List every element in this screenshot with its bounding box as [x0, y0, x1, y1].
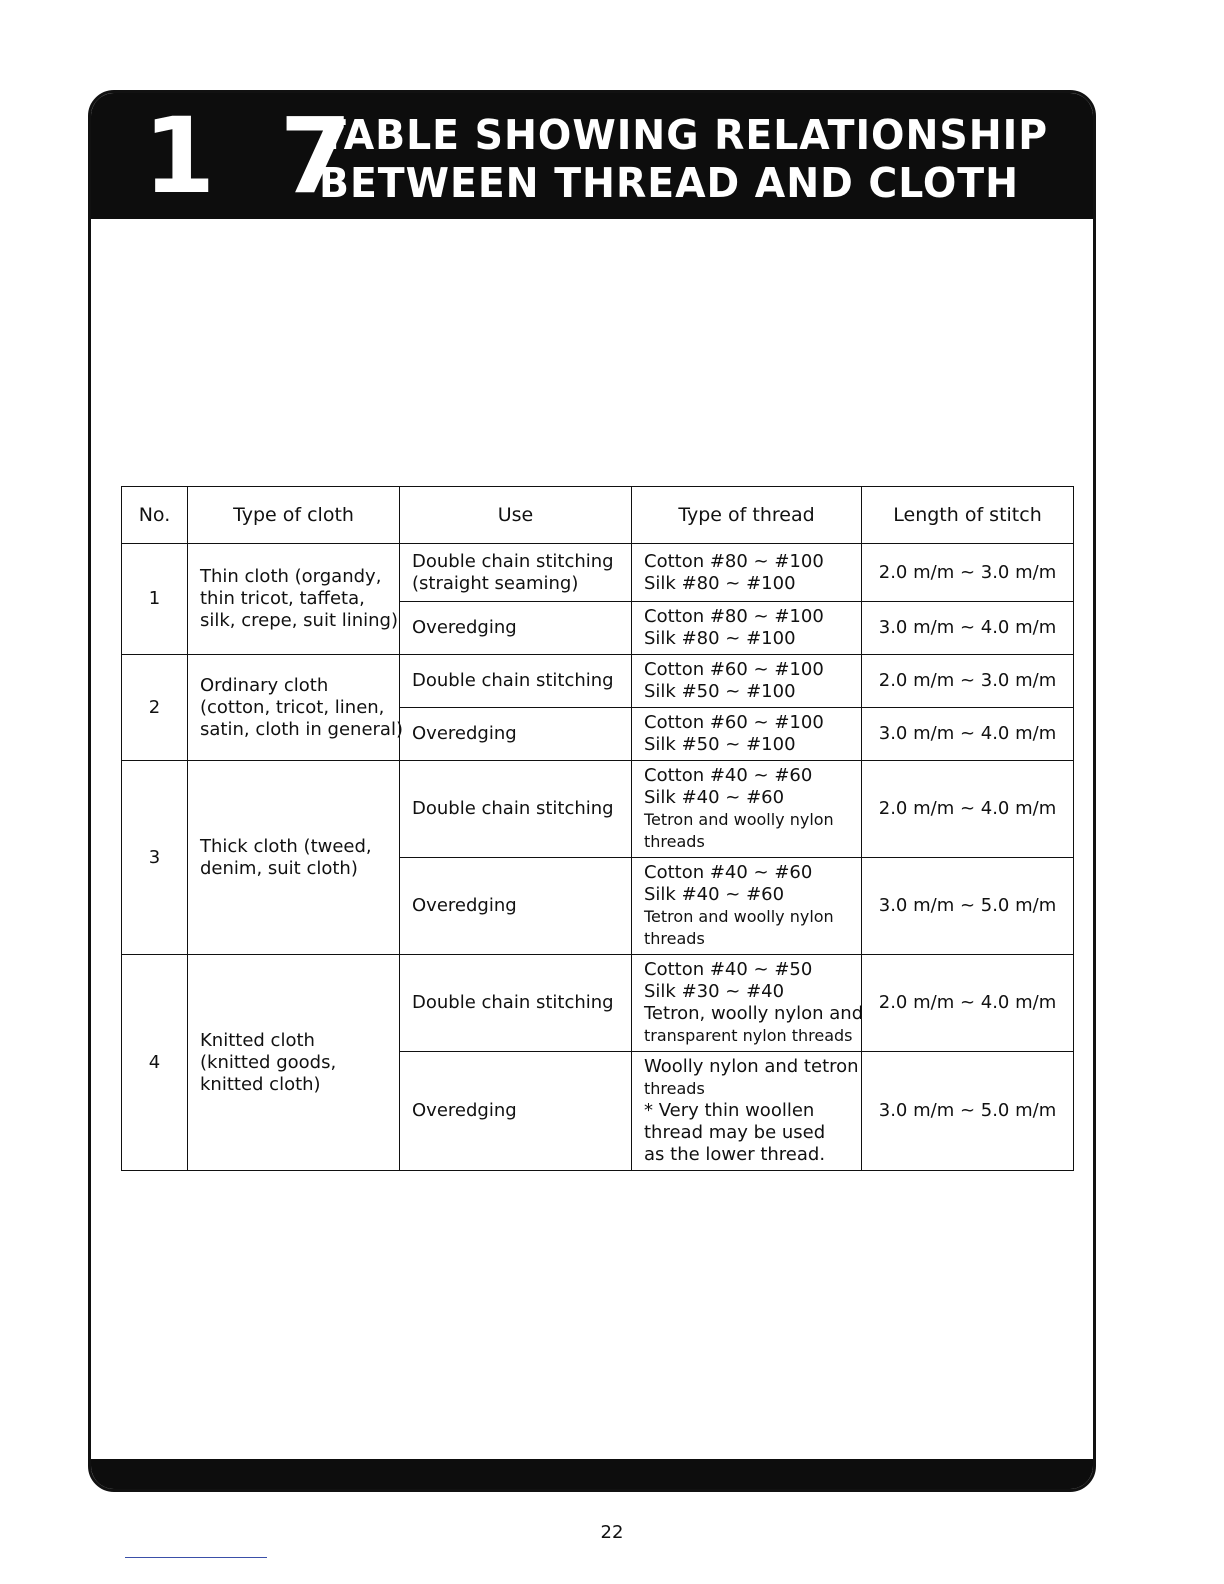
cell-line: Tetron and woolly nylon	[644, 810, 834, 829]
cell-type-of-thread	[632, 655, 862, 708]
cell-no: 3	[122, 761, 188, 955]
cell-type-of-thread	[632, 544, 862, 602]
cell-use	[400, 1052, 632, 1171]
cell-no: 4	[122, 955, 188, 1171]
cell-no: 2	[122, 655, 188, 761]
cell-length-of-stitch: 2.0 m/m ~ 3.0 m/m	[862, 544, 1074, 602]
cell-line: Cotton #40 ~ #60	[644, 862, 813, 883]
cell-use	[400, 544, 632, 602]
section-title-line-2: BETWEEN THREAD AND CLOTH	[319, 159, 1020, 207]
cell-use	[400, 602, 632, 655]
table-row	[122, 761, 1074, 858]
cell-line: Double chain stitching	[412, 670, 614, 691]
cell-line: thin tricot, taffeta,	[200, 588, 365, 609]
cell-type-of-cloth	[188, 655, 403, 761]
table-row	[122, 955, 1074, 1052]
cell-type-of-thread	[632, 955, 862, 1052]
cell-line: Overedging	[412, 723, 517, 744]
cell-line: Overedging	[412, 617, 517, 638]
header-type-of-thread: Type of thread	[632, 487, 862, 544]
cell-line: Silk #30 ~ #40	[644, 981, 785, 1002]
cell-line: (cotton, tricot, linen,	[200, 696, 385, 718]
cell-type-of-thread	[632, 858, 862, 955]
section-header	[91, 93, 1093, 219]
cell-line: Double chain stitching	[412, 550, 614, 572]
cell-line: as the lower thread.	[644, 1144, 826, 1165]
cell-line: Woolly nylon and tetron	[644, 1056, 859, 1077]
cell-line: Silk #50 ~ #100	[644, 734, 796, 755]
cell-length-of-stitch: 3.0 m/m ~ 5.0 m/m	[862, 858, 1074, 955]
cell-line: Tetron, woolly nylon and	[644, 1003, 864, 1024]
header-length-of-stitch: Length of stitch	[862, 487, 1074, 544]
cell-length-of-stitch: 2.0 m/m ~ 4.0 m/m	[862, 955, 1074, 1052]
cell-use	[400, 955, 632, 1052]
section-number: 1 7	[143, 95, 366, 217]
cell-use	[400, 708, 632, 761]
cell-line: Silk #80 ~ #100	[644, 572, 796, 594]
cell-line: Silk #50 ~ #100	[644, 681, 796, 702]
table-header-row	[122, 487, 1074, 544]
cell-line: silk, crepe, suit lining)	[200, 610, 398, 631]
cell-no: 1	[122, 544, 188, 655]
cell-length-of-stitch: 3.0 m/m ~ 5.0 m/m	[862, 1052, 1074, 1171]
cell-line: (straight seaming)	[412, 572, 579, 594]
thread-cloth-table	[121, 486, 1074, 1171]
cell-line: denim, suit cloth)	[200, 857, 358, 879]
cell-line: Overedging	[412, 1100, 517, 1121]
cell-length-of-stitch: 2.0 m/m ~ 3.0 m/m	[862, 655, 1074, 708]
table-row	[122, 544, 1074, 602]
cell-line: Silk #80 ~ #100	[644, 628, 796, 649]
cell-line: knitted cloth)	[200, 1073, 321, 1095]
cell-type-of-cloth	[188, 955, 400, 1171]
cell-line: Tetron and woolly nylon	[644, 907, 834, 926]
cell-line: satin, cloth in general)	[200, 718, 403, 740]
cell-line: threads	[644, 832, 705, 851]
cell-line: thread may be used	[644, 1122, 826, 1143]
cell-line: Cotton #60 ~ #100	[644, 712, 824, 733]
table-body	[122, 544, 1074, 1171]
cell-line: transparent nylon threads	[644, 1026, 853, 1045]
header-no: No.	[122, 487, 188, 544]
cell-type-of-cloth	[188, 544, 400, 655]
cell-line: (knitted goods,	[200, 1051, 337, 1073]
cell-line: Cotton #80 ~ #100	[644, 606, 824, 627]
cell-line: Cotton #60 ~ #100	[644, 659, 824, 680]
cell-line: threads	[644, 1079, 705, 1098]
cell-type-of-cloth	[188, 761, 400, 955]
header-use: Use	[400, 487, 632, 544]
section-title	[319, 111, 1048, 207]
table-row	[122, 655, 1074, 708]
cell-use	[400, 761, 632, 858]
cell-length-of-stitch: 2.0 m/m ~ 4.0 m/m	[862, 761, 1074, 858]
cell-line: Overedging	[412, 895, 517, 916]
cell-line: Double chain stitching	[412, 798, 614, 819]
cell-line: Thick cloth (tweed,	[200, 835, 372, 857]
cell-type-of-thread	[632, 708, 862, 761]
cell-length-of-stitch: 3.0 m/m ~ 4.0 m/m	[862, 602, 1074, 655]
cell-line: Ordinary cloth	[200, 674, 329, 696]
bottom-rule	[125, 1557, 267, 1558]
cell-line: Silk #40 ~ #60	[644, 787, 785, 808]
footer-bar	[91, 1459, 1093, 1489]
section-title-line-1: TABLE SHOWING RELATIONSHIP	[319, 111, 1049, 159]
cell-line: Thin cloth (organdy,	[200, 566, 382, 587]
cell-line: Knitted cloth	[200, 1029, 315, 1051]
cell-length-of-stitch: 3.0 m/m ~ 4.0 m/m	[862, 708, 1074, 761]
cell-line: Cotton #40 ~ #50	[644, 959, 813, 980]
cell-line: * Very thin woollen	[644, 1100, 815, 1121]
header-type-of-cloth: Type of cloth	[188, 487, 400, 544]
cell-line: Cotton #40 ~ #60	[644, 765, 813, 786]
cell-line: threads	[644, 929, 705, 948]
cell-type-of-thread	[632, 602, 862, 655]
cell-line: Double chain stitching	[412, 992, 614, 1013]
cell-type-of-thread	[632, 761, 862, 858]
cell-use	[400, 655, 632, 708]
cell-line: Cotton #80 ~ #100	[644, 550, 824, 572]
cell-type-of-thread	[632, 1052, 862, 1171]
page-number: 22	[600, 1522, 624, 1543]
cell-line: Silk #40 ~ #60	[644, 884, 785, 905]
cell-use	[400, 858, 632, 955]
